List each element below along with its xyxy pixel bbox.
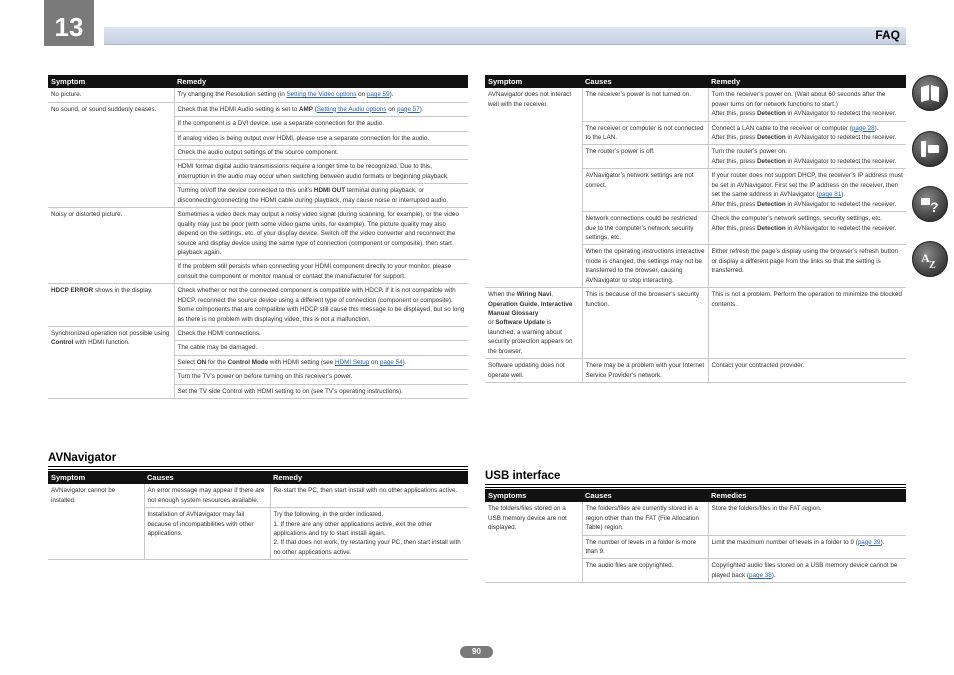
svg-text:Z: Z [929,260,936,270]
svg-text:A: A [921,251,930,265]
section-title: FAQ [875,28,900,42]
section-avnavigator: AVNavigator [48,452,468,467]
avnavigator-table: Symptom Causes Remedy AVNavigator cannot be installed. An error message may appear if there are not enough system resources available. Re-start the PC, then start install with no other applications active. Installation of AVNavigator may fail because of incompatibilities with other applications. Try the following, in the order indicated. 1. If there are any other applications active, exit the other applications and try to start install again. 2. If that does not work, try restarting your PC, then start install with no other applications active. [48,471,468,560]
link-hdmi-setup[interactable]: HDMI Setup [335,358,370,366]
avnavigator-network-table: Symptom Causes Remedy AVNavigator does not interact well with the receiver. The receiver’s power is not turned on. Turn the receiver’s power on. (Wait about 60 seconds after the power turns on for network functions to start.) After this, press Detection in AVNavigator to redetect the receiver. The receiver or computer is not connected to the LAN. Connect a LAN cable to the receiver or computer (page 28). After this, press Detection in AVNavigator to redetect the receiver. The router’s power is off. Turn the router’s power on. After this, press Detection in AVNavigator to redetect the receiver. AVNavigator’s network settings are not correct. If your router does not support DHCP, the receiver’s IP address must be set in AVNavigator. First set the IP address on the receiver, then set the same address in AVNavigator (page 81). After this, press Detection in AVNavigator to redetect the receiver. Network connections could be restricted due to the computer’s network security settings, etc. Check the computer’s network settings, security settings, etc. After this, press Detection in AVNavigator to redetect the receiver. When the operating instructions interactive mode is changed, the settings may not be transferred to the browser, causing AVNavigator to stop interacting. Either refresh the page’s display using the browser’s refresh button or display a different page from the links so that the setting is transferred. When the Wiring Navi, Operation Guide, Interactive Manual Glossary or Software Update is launched, a warning about security protection appears on the browser. This is because of the browser’s security function. This is not a problem. Perform the operation to minimize the blocked contents. Software updating does not operate well. There may be a problem with your Internet Service Provider’s network. Contact your contracted provider. [485,75,906,383]
table-row: No picture. Try changing the Resolution setting (in Setting the Video options on page 59). [48,88,468,102]
col-remedy: Remedy [174,75,468,88]
link-audio-options[interactable]: Setting the Audio options [316,105,387,113]
link-page[interactable]: page 28 [851,124,875,132]
table-row: AVNavigator cannot be installed. An error message may appear if there are not enough system resources available. Re-start the PC, then start install with no other applications active. [48,484,468,507]
book-icon[interactable] [912,75,948,111]
link-page[interactable]: page 38 [748,571,772,579]
table-row: HDCP ERROR shows in the display. Check whether or not the connected component is compatible with HDCP. If it is not compatible with HDCP, reconnect the source device using a different type of connection (component or composite). Some components that are compatible with HDCP still cause this message to be displayed, but so long as there is no problem with displaying video, this is not a malfunction. [48,284,468,327]
table-row: Synchronized operation not possible using Control with HDMI function. Check the HDMI connections. [48,327,468,341]
remote-receiver-icon[interactable] [912,131,948,167]
link-page[interactable]: page 54 [379,358,403,366]
table-row: AVNavigator does not interact well with the receiver. The receiver’s power is not turned on. Turn the receiver’s power on. (Wait about 60 seconds after the power turns on for network functions to start.) After this, press Detection in AVNavigator to redetect the receiver. [485,88,906,121]
svg-text:?: ? [930,199,939,215]
col-symptom: Symptom [48,75,174,88]
table-row: No sound, or sound suddenly ceases. Check that the HDMI Audio setting is set to AMP (Setting the Audio options on page 57). [48,102,468,116]
link-page[interactable]: page 57 [397,105,420,113]
link-page[interactable]: page 59 [366,91,390,99]
usb-table: Symptoms Causes Remedies The folders/files stored on a USB memory device are not displayed. The folders/files are currently stored in a region other than the FAT (File Allocation Table) region. Store the folders/files in the FAT region. The number of levels in a folder is more than 9. Limit the maximum number of levels in a folder to 9 (page 39). The audio files are copyrighted. Copyrighted audio files stored on a USB memory device cannot be played back (page 38). [485,489,906,583]
link-video-options[interactable]: Setting the Video options [286,91,357,99]
table-row: Noisy or distorted picture. Sometimes a video deck may output a noisy video signal (during scanning, for example), or the video quality may just be poor (with some video game units, for example). The picture quality may also depend on the settings, etc. of your display device. Switch off the video converter and reconnect the source and display device using the same type of connection (component or composite), then start playback again. [48,208,468,260]
table-row: Software updating does not operate well. There may be a problem with your Internet Service Provider’s network. Contact your contracted provider. [485,359,906,383]
page-number: 90 [460,646,493,658]
link-page[interactable]: page 81 [818,191,842,199]
table-row: The folders/files stored on a USB memory device are not displayed. The folders/files are currently stored in a region other than the FAT (File Allocation Table) region. Store the folders/files in the FAT region. [485,502,906,535]
hdmi-faq-table: Symptom Remedy No picture. Try changing the Resolution setting (in Setting the Video options on page 59). No sound, or sound suddenly ceases. Check that the HDMI Audio setting is set to AMP (Setting the Audio options on page 57). If the component is a DVI device, use a separate connection for the audio. If analog video is being output over HDMI, please use a separate connection for the audio. Check the audio output settings of the source component. HDMI format digital audio transmissions require a longer time to be recognized. Due to this, interruption in the audio may occur when switching between audio formats or beginning playback. Turning on/off the device connected to this unit’s HDMI OUT terminal during playback, or disconnecting/connecting the HDMI cable during playback, may cause noise or interrupted audio. Noisy or distorted picture. Sometimes a video deck may output a noisy video signal (during scanning, for example), or the video quality may just be poor (with some video game units, for example). The picture quality may also depend on the settings, etc. of your display device. Switch off the video converter and reconnect the source and display device using the same type of connection (component or composite), then start playback again. If the problem still persists when connecting your HDMI component directly to your monitor, please consult the component or monitor manual or contact the manufacturer for support. HDCP ERROR shows in the display. Check whether or not the connected component is compatible with HDCP. If it is not compatible with HDCP, reconnect the source device using a different type of connection (component or composite). Some components that are compatible with HDCP still cause this message to be displayed, but so long as there is no problem with displaying video, this is not a malfunction. Synchronized operation not possible using Control with HDMI function. Check the HDMI connections. The cable may be damaged. Select ON for the Control Mode with HDMI setting (see HDMI Setup on page 54). Turn the TV’s power on before turning on this receiver’s power. Set the TV side Control with HDMI setting to on (see TV’s operating instructions). [48,75,468,399]
chapter-number: 13 [44,0,94,46]
glossary-icon[interactable] [912,241,948,277]
help-question-icon[interactable] [912,186,948,222]
section-usb: USB interface [485,470,906,485]
header-bar [104,27,906,45]
link-page[interactable]: page 39 [857,538,881,546]
table-row: When the Wiring Navi, Operation Guide, Interactive Manual Glossary or Software Update is launched, a warning about security protection appears on the browser. This is because of the browser’s security function. This is not a problem. Perform the operation to minimize the blocked contents. [485,288,906,359]
